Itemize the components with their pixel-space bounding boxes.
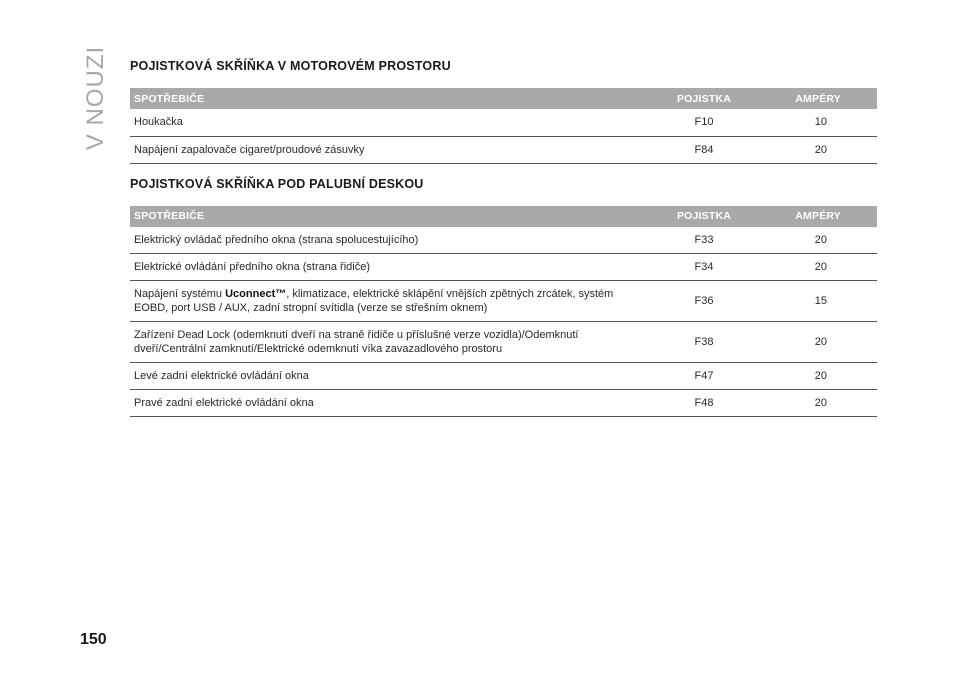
cell-amps: 20	[774, 363, 877, 390]
cell-device: Elektrický ovládač předního okna (strana spolucestujícího)	[130, 227, 634, 254]
fuse-table-engine	[130, 88, 877, 164]
cell-amps: 20	[774, 322, 877, 363]
section-title-dashboard: POJISTKOVÁ SKŘÍŇKA POD PALUBNÍ DESKOU	[130, 176, 424, 191]
table-header-row	[130, 88, 877, 109]
fuse-table-dashboard	[130, 206, 877, 418]
cell-amps: 10	[774, 109, 877, 136]
cell-fuse: F34	[634, 254, 774, 281]
cell-device-pre: Napájení systému	[134, 288, 226, 300]
cell-device-post: , klimatizace, elektrické sklápění vnějších zpětných zrcátek, systém EOBD, port USB / AUX, zadní stropní svítidla (verze se střešním oknem)	[134, 288, 614, 314]
section-side-label	[81, 45, 111, 151]
table-header-row	[130, 206, 877, 227]
header-device: SPOTŘEBIČE	[130, 88, 634, 109]
table-row	[130, 109, 877, 136]
table-row	[130, 281, 877, 322]
cell-device: Houkačka	[130, 109, 634, 136]
table-row	[130, 227, 877, 254]
cell-fuse: F84	[634, 136, 774, 163]
cell-amps: 20	[774, 136, 877, 163]
side-label-text: V NOUZI	[82, 45, 109, 151]
table-row	[130, 390, 877, 417]
cell-amps: 20	[774, 254, 877, 281]
table-row	[130, 322, 877, 363]
page-content	[130, 58, 877, 417]
cell-fuse: F10	[634, 109, 774, 136]
header-amps: AMPÉRY	[774, 88, 877, 109]
cell-fuse: F48	[634, 390, 774, 417]
table-row	[130, 254, 877, 281]
header-fuse: POJISTKA	[634, 206, 774, 227]
cell-device: Levé zadní elektrické ovládání okna	[130, 363, 634, 390]
cell-device	[130, 281, 634, 322]
cell-fuse: F36	[634, 281, 774, 322]
header-device: SPOTŘEBIČE	[130, 206, 634, 227]
header-amps: AMPÉRY	[774, 206, 877, 227]
cell-fuse: F33	[634, 227, 774, 254]
cell-device: Zařízení Dead Lock (odemknutí dveří na straně řidiče u příslušné verze vozidla)/Odemknutí dveří/Centrální zamknutí/Elektrické odemknutí víka zavazadlového prostoru	[130, 322, 634, 363]
cell-amps: 20	[774, 390, 877, 417]
table-row	[130, 363, 877, 390]
section-title-engine: POJISTKOVÁ SKŘÍŇKA V MOTOROVÉM PROSTORU	[130, 59, 451, 73]
cell-amps: 15	[774, 281, 877, 322]
cell-fuse: F47	[634, 363, 774, 390]
cell-fuse: F38	[634, 322, 774, 363]
header-fuse: POJISTKA	[634, 88, 774, 109]
table-row	[130, 136, 877, 163]
cell-device: Napájení zapalovače cigaret/proudové zásuvky	[130, 136, 634, 163]
uconnect-brand: Uconnect™	[225, 288, 287, 300]
cell-device: Elektrické ovládání předního okna (strana řidiče)	[130, 254, 634, 281]
cell-device: Pravé zadní elektrické ovládání okna	[130, 390, 634, 417]
cell-amps: 20	[774, 227, 877, 254]
page-number: 150	[80, 631, 107, 648]
